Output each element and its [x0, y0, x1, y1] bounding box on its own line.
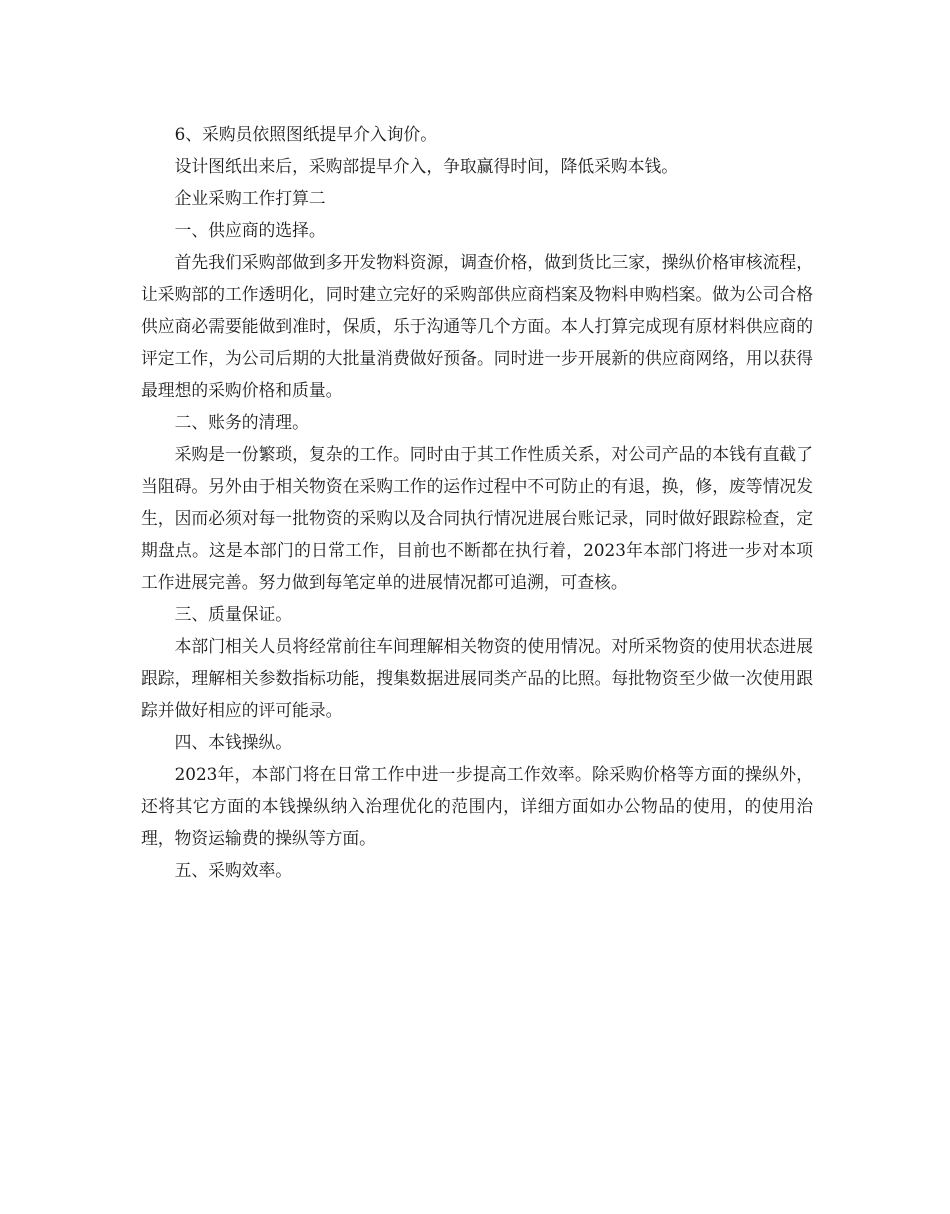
paragraph: 首先我们采购部做到多开发物料资源，调查价格，做到货比三家，操纵价格审核流程，让采购部的工作透明化，同时建立完好的采购部供应商档案及物料申购档案。做为公司合格供应商必需要能做到准时，保质，乐于沟通等几个方面。本人打算完成现有原材料供应商的评定工作，为公司后期的大批量消费做好预备。同时进一步开展新的供应商网络，用以获得最理想的采购价格和质量。: [141, 252, 813, 400]
paragraph: 6、采购员依照图纸提早介入询价。: [174, 124, 437, 144]
paragraph: 2023年，本部门将在日常工作中进一步提高工作效率。除采购价格等方面的操纵外，还将其它方面的本钱操纵纳入治理优化的范围内，详细方面如办公物品的使用，的使用治理，物资运输费的操纵等方面。: [141, 764, 813, 848]
section-heading: 二、账务的清理。: [174, 412, 309, 432]
paragraph: 采购是一份繁琐，复杂的工作。同时由于其工作性质关系，对公司产品的本钱有直截了当阻碍。另外由于相关物资在采购工作的运作过程中不可防止的有退，换，修，废等情况发生，因而必须对每一批物资的采购以及合同执行情况进展台账记录，同时做好跟踪检查，定期盘点。这是本部门的日常工作，目前也不断都在执行着，2023年本部门将进一步对本项工作进展完善。努力做到每笔定单的进展情况都可追溯，可查核。: [141, 444, 813, 592]
section-heading: 一、供应商的选择。: [174, 220, 326, 240]
section-heading: 三、质量保证。: [174, 604, 293, 624]
paragraph: 设计图纸出来后，采购部提早介入，争取赢得时间，降低采购本钱。: [174, 156, 679, 176]
paragraph: 本部门相关人员将经常前往车间理解相关物资的使用情况。对所采物资的使用状态进展跟踪，理解相关参数指标功能，搜集数据进展同类产品的比照。每批物资至少做一次使用跟踪并做好相应的评可能录。: [141, 636, 813, 720]
document-page: [141, 118, 813, 886]
section-heading: 企业采购工作打算二: [174, 188, 326, 208]
section-heading: 五、采购效率。: [174, 860, 293, 880]
section-heading: 四、本钱操纵。: [174, 732, 293, 752]
